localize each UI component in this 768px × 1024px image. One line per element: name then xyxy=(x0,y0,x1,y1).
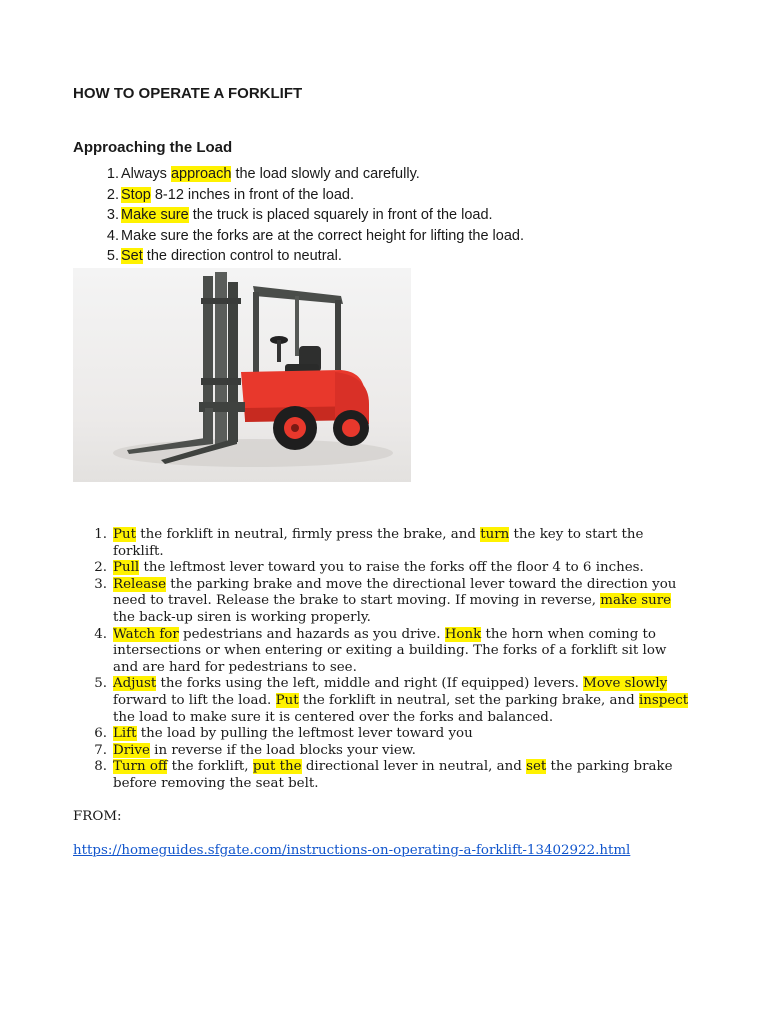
list-item xyxy=(73,185,713,206)
forklift-illustration xyxy=(73,268,411,482)
list-item xyxy=(73,726,693,743)
list-item xyxy=(73,743,693,760)
list-item xyxy=(73,627,693,677)
list-item xyxy=(73,226,713,247)
text-segment: the key to start the forklift. xyxy=(113,527,644,559)
list-number: 3. xyxy=(94,576,107,592)
highlighted-text: Release xyxy=(113,576,166,592)
list-number: 2. xyxy=(106,186,119,203)
highlighted-text: make sure xyxy=(600,593,672,609)
highlighted-text: inspect xyxy=(638,692,689,708)
text-segment: the load to make sure it is centered over the forks and balanced. xyxy=(113,709,554,725)
text-segment: the parking brake and move the directional lever toward the direction you need to travel. Release the brake to start moving. If moving in reverse, xyxy=(113,576,677,609)
highlighted-text: Pull xyxy=(113,560,140,576)
text-segment: directional lever in neutral, and xyxy=(301,759,527,775)
operate-steps-list xyxy=(73,527,693,793)
list-number: 4. xyxy=(94,626,107,642)
list-item-text xyxy=(119,164,420,185)
highlighted-text: Set xyxy=(121,248,143,264)
text-segment: the load slowly and carefully. xyxy=(231,166,420,182)
highlighted-text: approach xyxy=(170,166,232,182)
list-item-text xyxy=(113,726,693,743)
from-label: FROM: xyxy=(73,809,122,824)
list-number: 3. xyxy=(106,207,119,223)
highlighted-text: Honk xyxy=(444,626,482,642)
list-item-text xyxy=(113,759,693,792)
list-number: 8. xyxy=(94,759,107,775)
list-item-text xyxy=(113,676,693,726)
highlighted-text: Drive xyxy=(113,742,150,758)
list-item-text xyxy=(113,743,693,760)
highlighted-text: turn xyxy=(480,527,510,542)
list-item-text xyxy=(113,627,693,677)
highlighted-text: Lift xyxy=(113,726,137,742)
highlighted-text: Stop xyxy=(121,186,151,203)
list-item-text xyxy=(113,577,693,627)
source-link[interactable]: https://homeguides.sfgate.com/instructions-on-operating-a-forklift-13402922.html xyxy=(73,843,631,858)
text-segment: the parking brake before removing the seat belt. xyxy=(113,759,673,791)
highlighted-text: set xyxy=(526,759,547,775)
text-segment: the direction control to neutral. xyxy=(142,248,342,264)
highlighted-text: Put xyxy=(113,527,137,542)
text-segment: pedestrians and hazards as you drive. xyxy=(178,626,445,642)
list-item xyxy=(73,676,693,726)
list-item xyxy=(73,527,693,560)
list-number: 4. xyxy=(106,227,119,244)
list-item xyxy=(73,560,693,577)
highlighted-text: Put xyxy=(275,692,299,708)
list-item xyxy=(73,759,693,792)
text-segment: forward to lift the load. xyxy=(113,692,276,708)
list-number: 7. xyxy=(94,742,107,758)
text-segment: in reverse if the load blocks your view. xyxy=(149,742,416,758)
text-segment: the load by pulling the leftmost lever toward you xyxy=(136,726,473,742)
highlighted-text: Make sure xyxy=(121,207,189,223)
text-segment: the back-up siren is working properly. xyxy=(113,609,371,625)
list-item xyxy=(73,246,713,267)
list-item-text xyxy=(119,246,342,267)
list-item-text xyxy=(113,560,693,577)
list-number: 5. xyxy=(106,248,119,264)
text-segment: the horn when coming to intersections or when entering or exiting a building. The forks of a forklift sit low and are hard for pedestrians to see. xyxy=(113,626,667,675)
list-number: 2. xyxy=(94,560,107,576)
highlighted-text: put the xyxy=(252,759,302,775)
highlighted-text: Watch for xyxy=(113,626,179,642)
text-segment: the leftmost lever toward you to raise the forks off the floor 4 to 6 inches. xyxy=(139,560,644,576)
list-number: 1. xyxy=(106,166,119,182)
list-item-text xyxy=(113,527,693,560)
forklift-photo xyxy=(73,268,411,482)
list-item-text xyxy=(119,185,354,206)
list-number: 6. xyxy=(94,726,107,742)
highlighted-text: Turn off xyxy=(113,759,168,775)
list-item-text xyxy=(119,226,524,247)
text-segment: Always xyxy=(121,166,171,182)
list-item xyxy=(73,577,693,627)
text-segment: the forklift in neutral, firmly press the brake, and xyxy=(136,527,481,542)
list-item-text xyxy=(119,205,493,226)
text-segment: 8-12 inches in front of the load. xyxy=(150,186,354,203)
text-segment: the truck is placed squarely in front of the load. xyxy=(188,207,493,223)
section-heading: Approaching the Load xyxy=(73,139,233,156)
text-segment: Make sure the forks are at the correct height for lifting the load. xyxy=(121,227,524,244)
list-item xyxy=(73,205,713,226)
list-number: 1. xyxy=(94,527,107,542)
text-segment: the forklift, xyxy=(167,759,253,775)
text-segment: the forklift in neutral, set the parking brake, and xyxy=(298,692,639,708)
approach-steps-list xyxy=(73,164,713,267)
list-item xyxy=(73,164,713,185)
highlighted-text: Move slowly xyxy=(583,676,668,692)
list-number: 5. xyxy=(94,676,107,692)
document-title: HOW TO OPERATE A FORKLIFT xyxy=(73,85,303,102)
text-segment: the forks using the left, middle and right (If equipped) levers. xyxy=(156,676,584,692)
highlighted-text: Adjust xyxy=(113,676,157,692)
